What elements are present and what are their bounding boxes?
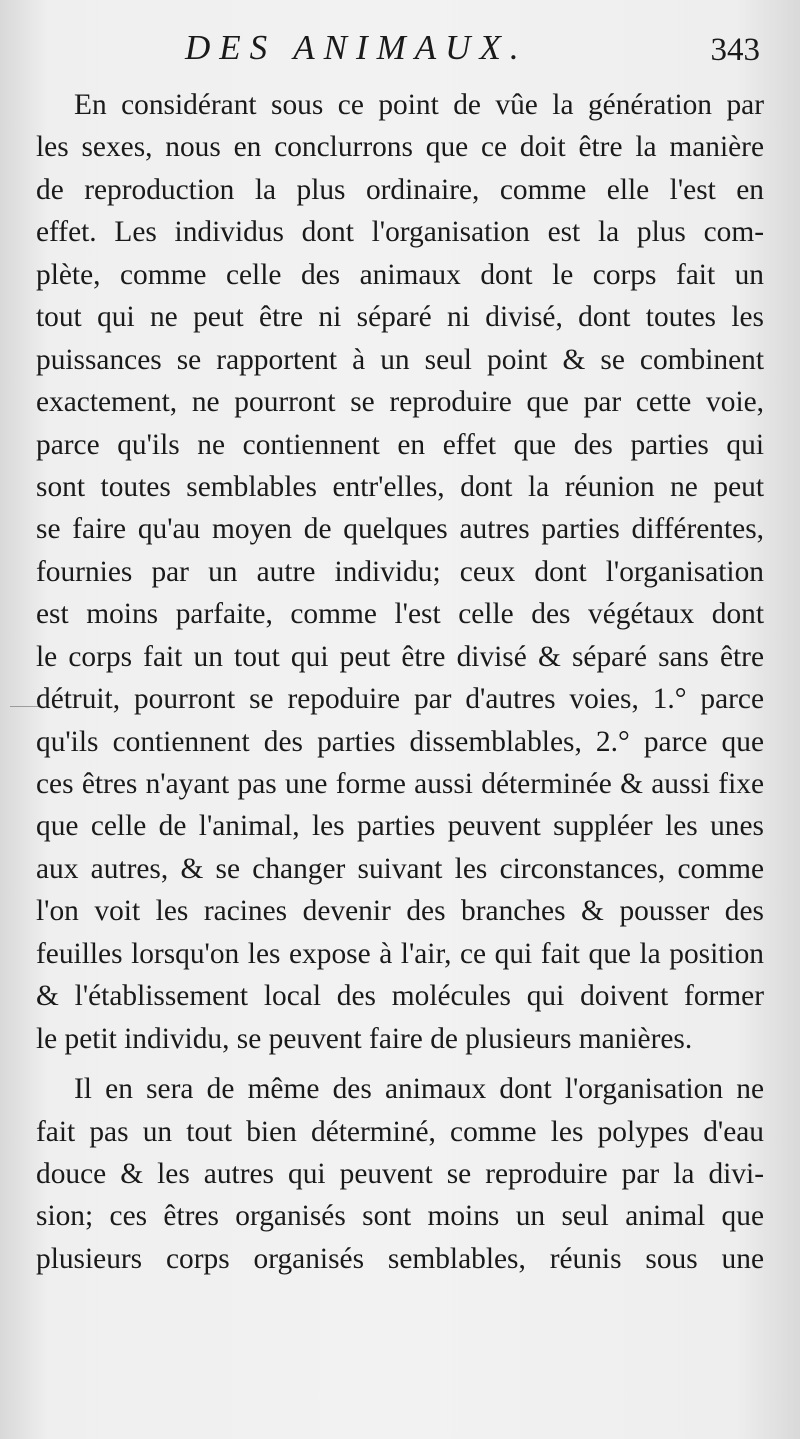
text-line: puissances se rapportent à un seul point & se combinent: [36, 343, 764, 376]
text-line: est moins parfaite, comme l'est celle des végétaux dont: [36, 598, 764, 631]
text-line: de reproduction la plus ordinaire, comme elle l'est en: [36, 173, 764, 206]
running-title: DES ANIMAUX.: [185, 28, 528, 67]
text-line: & l'établissement local des molécules qui doivent former: [36, 980, 764, 1013]
text-line: l'on voit les racines devenir des branches & pousser des: [36, 895, 764, 928]
text-line: ces êtres n'ayant pas une forme aussi déterminée & aussi fixe: [36, 768, 764, 800]
text-line: le corps fait un tout qui peut être divisé & séparé sans être: [36, 640, 764, 673]
text-line: aux autres, & se changer suivant les circonstances, comme: [36, 852, 764, 885]
text-line: plète, comme celle des animaux dont le corps fait un: [36, 258, 764, 291]
text-line: parce qu'ils ne contiennent en effet que des parties qui: [36, 428, 764, 461]
paragraph-1: [36, 84, 764, 1060]
text-line: effet. Les individus dont l'organisation est la plus com-: [36, 216, 764, 249]
text-line: plusieurs corps organisés semblables, réunis sous une: [36, 1242, 764, 1275]
text-line: détruit, pourront se repoduire par d'autres voies, 1.° parce: [36, 683, 764, 716]
text-line: le petit individu, se peuvent faire de plusieurs manières.: [36, 1022, 693, 1055]
page-header: [60, 28, 760, 78]
text-line: Il en sera de même des animaux dont l'organisation ne: [74, 1073, 764, 1106]
page-number: 343: [710, 32, 760, 68]
paragraph-2: [36, 1068, 764, 1280]
text-line: fournies par un autre individu; ceux dont l'organisation: [36, 555, 764, 588]
text-line: se faire qu'au moyen de quelques autres parties différentes,: [36, 513, 764, 546]
text-line: En considérant sous ce point de vûe la génération par: [74, 89, 764, 121]
text-line: douce & les autres qui peuvent se reproduire par la divi-: [36, 1157, 764, 1190]
text-line: les sexes, nous en conclurrons que ce doit être la manière: [36, 131, 764, 164]
text-line: sion; ces êtres organisés sont moins un seul animal que: [36, 1200, 764, 1233]
text-line: exactement, ne pourront se reproduire que par cette voie,: [36, 386, 764, 419]
text-line: que celle de l'animal, les parties peuvent suppléer les unes: [36, 810, 764, 843]
body-text: [36, 84, 764, 1280]
text-line: fait pas un tout bien déterminé, comme les polypes d'eau: [36, 1115, 764, 1148]
text-line: qu'ils contiennent des parties dissemblables, 2.° parce que: [36, 725, 764, 758]
text-line: feuilles lorsqu'on les expose à l'air, ce qui fait que la position: [36, 937, 764, 970]
paragraph-gap: [36, 1060, 764, 1068]
text-line: tout qui ne peut être ni séparé ni divisé, dont toutes les: [36, 301, 764, 334]
text-line: sont toutes semblables entr'elles, dont la réunion ne peut: [36, 470, 764, 503]
